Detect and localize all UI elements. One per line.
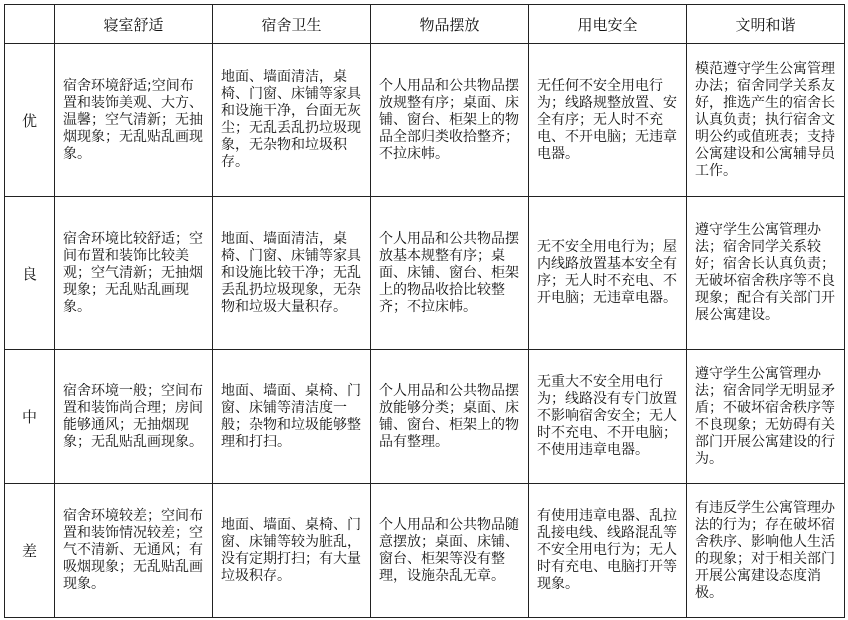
table-cell: [55, 350, 213, 484]
grade-label: 优: [5, 44, 55, 197]
cell-text: 模范遵守学生公寓管理办法；宿舍同学关系友好，推选产生的宿舍长认真负责；执行宿舍文明公约或值班表；支持公寓建设和公寓辅导员工作。: [695, 60, 835, 179]
table-cell: [371, 197, 529, 350]
header-corner: [5, 5, 55, 44]
table-cell: [371, 44, 529, 197]
table-cell: [529, 350, 687, 484]
table-cell: [213, 44, 371, 197]
table-cell: [529, 197, 687, 350]
table-cell: [55, 484, 213, 618]
cell-text: 地面、墙面清洁，桌椅、门窗、床铺等家具和设施干净，台面无灰尘；无乱丢乱扔垃圾现象，无杂物和垃圾积存。: [221, 69, 361, 170]
cell-text: 个人用品和公共物品随意摆放；桌面、床铺、窗台、柜架等没有整理，设施杂乱无章。: [379, 516, 519, 584]
grade-label: 差: [5, 484, 55, 618]
header-harmony: 文明和谐: [687, 5, 845, 44]
grade-label: 良: [5, 197, 55, 350]
table-cell: [213, 484, 371, 618]
header-hygiene: 宿舍卫生: [213, 5, 371, 44]
table-cell: [687, 484, 845, 618]
table-cell: [213, 350, 371, 484]
table-cell: [529, 484, 687, 618]
table-cell: [687, 350, 845, 484]
table-row: [5, 44, 845, 197]
cell-text: 遵守学生公寓管理办法；宿舍同学关系较好；宿舍长认真负责；无破坏宿舍秩序等不良现象；配合有关部门开展公寓建设。: [695, 222, 835, 323]
cell-text: 个人用品和公共物品摆放规整有序；桌面、床铺、窗台、柜架上的物品全部归类收拾整齐；不拉床帏。: [379, 77, 519, 162]
header-electric-safety: 用电安全: [529, 5, 687, 44]
header-row: [5, 5, 845, 44]
table-row: [5, 484, 845, 618]
cell-text: 地面、墙面、桌椅、门窗、床铺等清洁度一般；杂物和垃圾能够整理和打扫。: [221, 382, 361, 450]
table-cell: [55, 197, 213, 350]
table-cell: [371, 484, 529, 618]
cell-text: 无不安全用电行为；屋内线路放置基本安全有序；无人时不充电、不开电脑；无违章电器。: [537, 239, 677, 306]
cell-text: 无重大不安全用电行为；线路没有专门放置不影响宿舍安全；无人时不充电、不开电脑；不使用违章电器。: [537, 374, 677, 458]
cell-text: 有违反学生公寓管理办法的行为；存在破坏宿舍秩序、影响他人生活的现象；对于相关部门开展公寓建设态度消极。: [695, 499, 835, 601]
cell-text: 个人用品和公共物品摆放能够分类；桌面、床铺、窗台、柜架上的物品有整理。: [379, 382, 519, 450]
table-cell: [213, 197, 371, 350]
cell-text: 个人用品和公共物品摆放基本规整有序；桌面、床铺、窗台、柜架上的物品收拾比较整齐；不拉床帏。: [379, 230, 519, 315]
table-cell: [55, 44, 213, 197]
table-cell: [371, 350, 529, 484]
header-comfort: 寝室舒适: [55, 5, 213, 44]
cell-text: 遵守学生公寓管理办法；宿舍同学无明显矛盾；不破坏宿舍秩序等不良现象；无妨碍有关部门开展公寓建设的行为。: [695, 365, 835, 467]
dorm-evaluation-table: [4, 4, 845, 618]
grade-label: 中: [5, 350, 55, 484]
header-arrangement: 物品摆放: [371, 5, 529, 44]
table-cell: [687, 197, 845, 350]
table-cell: [529, 44, 687, 197]
cell-text: 宿舍环境舒适;空间布置和装饰美观、大方、温馨；空气清新；无抽烟现象；无乱贴乱画现象。: [63, 77, 203, 162]
table-row: [5, 197, 845, 350]
cell-text: 无任何不安全用电行为；线路规整放置、安全有序；无人时不充电、不开电脑；无违章电器。: [537, 77, 677, 162]
table-row: [5, 350, 845, 484]
cell-text: 宿舍环境较差；空间布置和装饰情况较差；空气不清新、无通风；有吸烟现象；无乱贴乱画现象。: [63, 508, 203, 592]
cell-text: 宿舍环境比较舒适；空间布置和装饰比较美观；空气清新；无抽烟现象；无乱贴乱画现象。: [63, 230, 203, 315]
cell-text: 地面、墙面清洁，桌椅、门窗、床铺等家具和设施比较干净；无乱丢乱扔垃圾现象，无杂物和垃圾大量积存。: [221, 230, 361, 315]
table-cell: [687, 44, 845, 197]
cell-text: 地面、墙面、桌椅、门窗、床铺等较为脏乱，没有定期打扫；有大量垃圾积存。: [221, 516, 361, 584]
cell-text: 有使用违章电器、乱拉乱接电线、线路混乱等不安全用电行为；无人时有充电、电脑打开等现象。: [537, 508, 677, 592]
cell-text: 宿舍环境一般；空间布置和装饰尚合理；房间能够通风；无抽烟现象；无乱贴乱画现象。: [63, 382, 203, 450]
